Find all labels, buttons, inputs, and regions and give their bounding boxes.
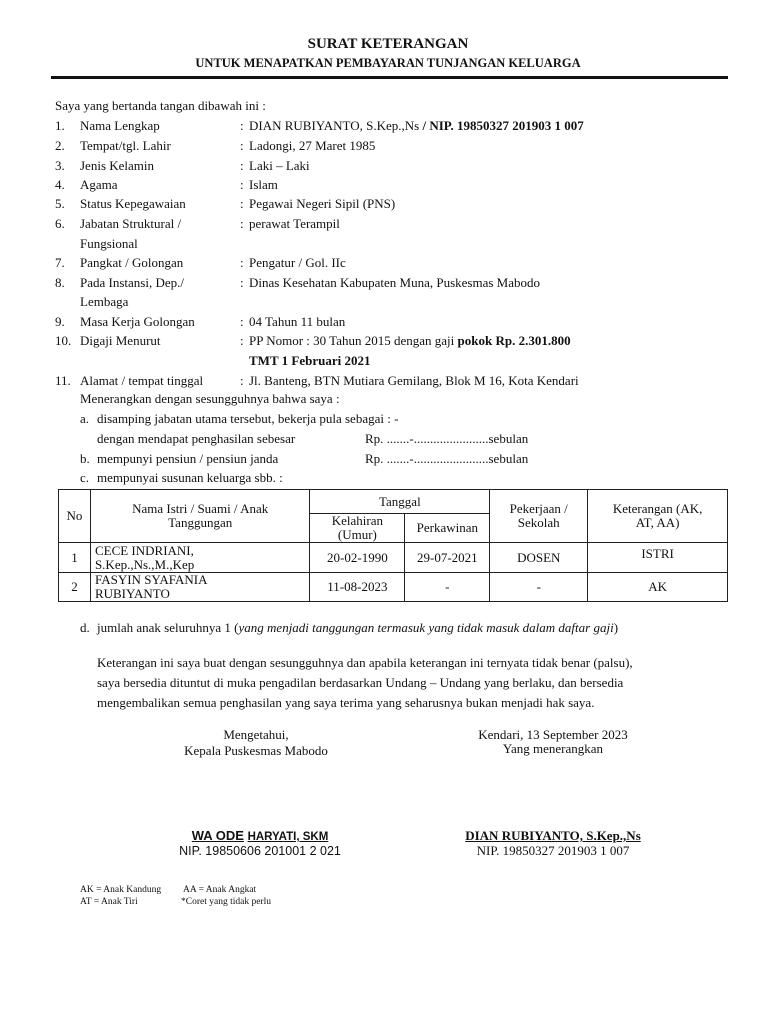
footnote-ak: AK = Anak Kandung	[80, 885, 162, 895]
field-colon: :	[240, 255, 244, 270]
header-kelahiran: Kelahiran (Umur)	[310, 514, 405, 543]
intro-text: Saya yang bertanda tangan dibawah ini :	[55, 98, 266, 113]
salary-tmt: TMT 1 Februari 2021	[249, 353, 371, 368]
row-kelahiran: 11-08-2023	[310, 573, 405, 602]
item-letter: d.	[80, 620, 90, 635]
field-value: Ladongi, 27 Maret 1985	[249, 138, 376, 153]
field-colon: :	[240, 216, 244, 231]
row-name	[90, 543, 309, 573]
field-colon: :	[240, 177, 244, 192]
field-colon: :	[240, 314, 244, 329]
row-kelahiran: 20-02-1990	[310, 543, 405, 573]
field-number: 6.	[55, 216, 65, 231]
left-sign-caption: Mengetahui,	[223, 727, 289, 742]
field-value: Islam	[249, 177, 278, 192]
footnote-aa: AA = Anak Angkat	[183, 885, 257, 895]
left-signer-name-a: WA ODE	[191, 828, 244, 843]
item-b-amount: Rp. .......-.......................sebulan	[365, 451, 529, 466]
field-value: Laki – Laki	[249, 158, 310, 173]
row-name-line2: RUBIYANTO	[94, 586, 170, 601]
right-sign-place-date: Kendari, 13 September 2023	[478, 727, 628, 742]
field-label: Pada Instansi, Dep./	[80, 275, 184, 290]
header-perkawinan: Perkawinan	[405, 514, 490, 543]
field-label: Masa Kerja Golongan	[80, 314, 195, 329]
field-value	[249, 118, 584, 134]
children-count: jumlah anak seluruhnya 1 (	[97, 620, 239, 635]
header-keterangan: Keterangan (AK, AT, AA)	[588, 490, 728, 543]
row-name-line1: CECE INDRIANI,	[94, 542, 194, 558]
field-colon: :	[240, 118, 244, 133]
row-name	[90, 573, 309, 602]
item-letter: a.	[80, 411, 90, 426]
header-pekerjaan: Pekerjaan / Sekolah	[490, 490, 588, 543]
field-colon: :	[240, 373, 244, 388]
document-subtitle: UNTUK MENAPATKAN PEMBAYARAN TUNJANGAN KELUARGA	[195, 56, 581, 70]
closing-line: mengembalikan semua penghasilan yang saya terima yang seharusnya bukan menjadi hak saya.	[97, 695, 595, 710]
field-colon: :	[240, 158, 244, 173]
item-b-text: mempunyi pensiun / pensiun janda	[97, 451, 279, 466]
field-label: Digaji Menurut	[80, 333, 161, 348]
row-keterangan: AK	[588, 573, 728, 602]
nip-value: / NIP. 19850327 201903 1 007	[422, 118, 584, 133]
declaration-text: Menerangkan dengan sesungguhnya bahwa saya :	[80, 391, 340, 406]
row-name-line2: S.Kep.,Ns.,M.,Kep	[94, 556, 195, 572]
field-colon: :	[240, 275, 244, 290]
left-sign-position: Kepala Puskesmas Mabodo	[184, 743, 328, 758]
field-number: 7.	[55, 255, 65, 270]
field-label: Jabatan Struktural /	[80, 216, 182, 231]
field-number: 11.	[55, 373, 71, 388]
closing-line: saya bersedia dituntut di muka pengadilan berdasarkan Undang – Undang yang berlaku, dan bersedia	[97, 675, 624, 690]
field-value: Pengatur / Gol. IIc	[249, 255, 346, 270]
item-letter: b.	[80, 451, 90, 466]
field-value: Pegawai Negeri Sipil (PNS)	[249, 196, 396, 211]
field-number: 8.	[55, 275, 65, 290]
right-sign-caption: Yang menerangkan	[502, 741, 604, 756]
document-title: SURAT KETERANGAN	[307, 36, 469, 52]
table-row	[59, 543, 728, 573]
field-number: 3.	[55, 158, 65, 173]
field-number: 5.	[55, 196, 65, 211]
field-label-cont: Lembaga	[80, 294, 129, 309]
row-pekerjaan: DOSEN	[490, 543, 588, 573]
field-colon: :	[240, 138, 244, 153]
field-label: Pangkat / Golongan	[80, 255, 184, 270]
row-no: 2	[59, 573, 91, 602]
row-pekerjaan: -	[490, 573, 588, 602]
item-a-income: dengan mendapat penghasilan sebesar	[97, 431, 296, 446]
header-name: Nama Istri / Suami / Anak Tanggungan	[90, 490, 309, 543]
field-label: Status Kepegawaian	[80, 196, 186, 211]
item-d-text	[97, 620, 618, 636]
field-number: 1.	[55, 118, 65, 133]
field-colon: :	[240, 196, 244, 211]
field-value: Dinas Kesehatan Kabupaten Muna, Puskesmas Mabodo	[249, 275, 540, 290]
left-signer-nip: NIP. 19850606 201001 2 021	[179, 844, 341, 858]
row-keterangan: ISTRI	[588, 543, 728, 573]
children-close: )	[613, 620, 619, 635]
field-number: 2.	[55, 138, 65, 153]
field-number: 4.	[55, 177, 65, 192]
table-header-row	[59, 490, 728, 514]
family-table	[58, 489, 728, 602]
row-perkawinan: -	[405, 573, 490, 602]
field-number: 10.	[55, 333, 72, 348]
left-signer-name-b: HARYATI, SKM	[247, 831, 329, 843]
field-value	[249, 333, 571, 349]
field-label: Agama	[80, 177, 118, 192]
header-tanggal: Tanggal	[310, 490, 490, 514]
right-signer-nip: NIP. 19850327 201903 1 007	[476, 843, 630, 858]
field-label: Jenis Kelamin	[80, 158, 155, 173]
left-signer-name	[100, 828, 420, 843]
item-c-text: mempunyai susunan keluarga sbb. :	[97, 470, 283, 485]
field-label: Alamat / tempat tinggal	[80, 373, 204, 388]
row-no: 1	[59, 543, 91, 573]
header-rule	[51, 76, 728, 79]
children-note: yang menjadi tanggungan termasuk yang tidak masuk dalam daftar gaji	[238, 620, 614, 635]
footnote-coret: *Coret yang tidak perlu	[181, 897, 271, 907]
salary-regulation: PP Nomor : 30 Tahun 2015 dengan gaji	[249, 333, 455, 348]
field-value: perawat Terampil	[249, 216, 340, 231]
field-colon: :	[240, 333, 244, 348]
footnote-at: AT = Anak Tiri	[80, 897, 138, 907]
closing-line: Keterangan ini saya buat dengan sesungguhnya dan apabila keterangan ini ternyata tidak benar (palsu),	[97, 655, 633, 670]
row-perkawinan: 29-07-2021	[405, 543, 490, 573]
salary-amount: pokok Rp. 2.301.800	[457, 333, 571, 348]
item-a-text: disamping jabatan utama tersebut, bekerja pula sebagai : -	[97, 411, 399, 426]
field-label-cont: Fungsional	[80, 236, 138, 251]
item-letter: c.	[80, 470, 90, 485]
row-name-line1: FASYIN SYAFANIA	[94, 572, 208, 587]
header-no: No	[59, 490, 91, 543]
table-row	[59, 573, 728, 602]
name-value: DIAN RUBIYANTO, S.Kep.,Ns	[249, 118, 420, 133]
field-number: 9.	[55, 314, 65, 329]
field-value: Jl. Banteng, BTN Mutiara Gemilang, Blok M 16, Kota Kendari	[249, 373, 579, 388]
field-label: Nama Lengkap	[80, 118, 160, 133]
field-value: 04 Tahun 11 bulan	[249, 314, 346, 329]
item-a-amount: Rp. .......-.......................sebulan	[365, 431, 529, 446]
field-label: Tempat/tgl. Lahir	[80, 138, 171, 153]
right-signer-name: DIAN RUBIYANTO, S.Kep.,Ns	[465, 828, 641, 843]
